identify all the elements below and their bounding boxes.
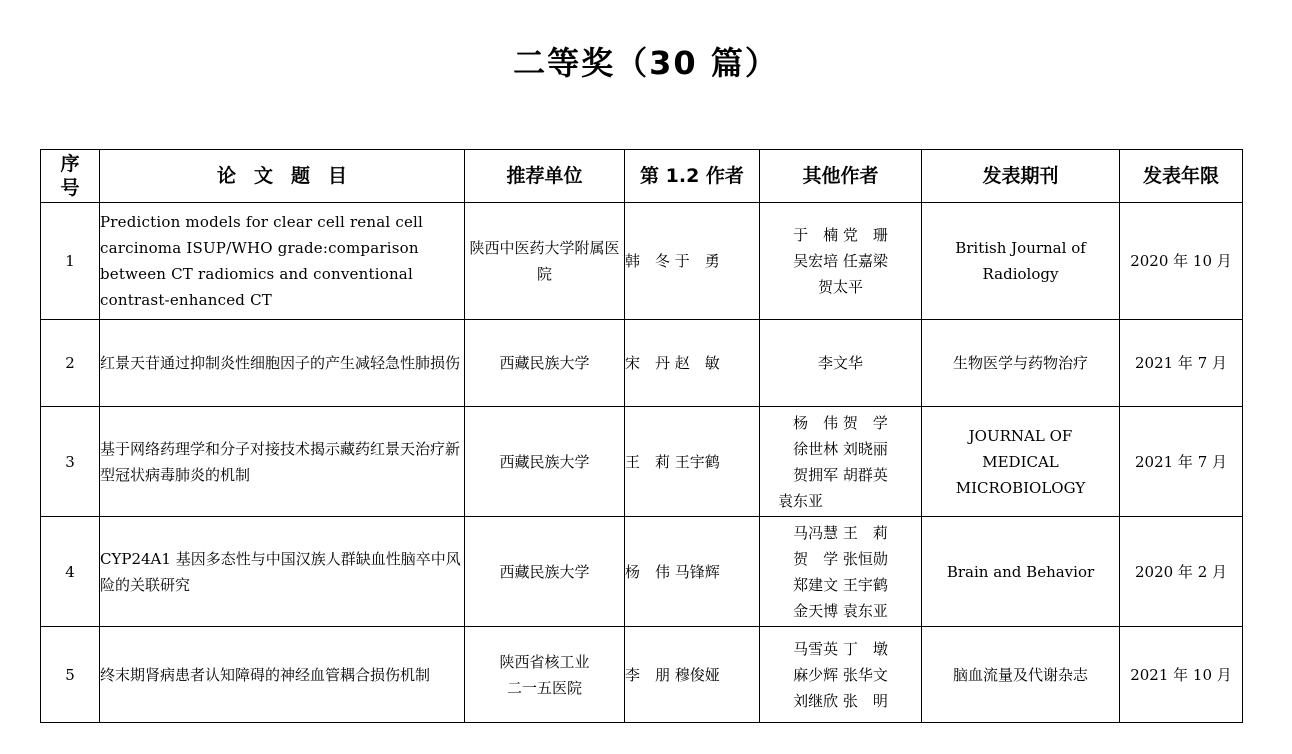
other-author-line: 袁东亚 [778,491,824,510]
other-author-line: 金天博 袁东亚 [793,601,888,620]
other-author-line: 刘继欣 张 明 [793,691,888,710]
year-cell: 2020 年 10 月 [1120,203,1243,320]
table-row [41,517,1243,627]
other-author-line: 郑建文 王宇鹤 [793,575,888,594]
other-author-line: 马雪英 丁 墩 [793,639,888,658]
title-cell: 基于网络药理学和分子对接技术揭示藏药红景天治疗新型冠状病毒肺炎的机制 [100,407,465,517]
title-cell: 红景天苷通过抑制炎性细胞因子的产生减轻急性肺损伤 [100,320,465,407]
unit-cell: 陕西中医药大学附属医院 [465,203,625,320]
seq-cell: 2 [41,320,100,407]
first-authors-text: 王 莉 王宇鹤 [625,452,720,471]
title-cell: CYP24A1 基因多态性与中国汉族人群缺血性脑卒中风险的关联研究 [100,517,465,627]
first-authors-cell [625,627,760,723]
other-authors-cell [760,627,922,723]
other-author-line: 贺拥军 胡群英 [793,465,888,484]
other-authors-cell [760,407,922,517]
other-author-line: 吴宏培 任嘉梁 [793,252,888,270]
unit-cell: 陕西省核工业二一五医院 [465,627,625,723]
year-cell: 2021 年 10 月 [1120,627,1243,723]
unit-cell: 西藏民族大学 [465,320,625,407]
header-journal: 发表期刊 [922,150,1120,203]
other-author-line: 李文华 [817,354,863,372]
other-authors-cell [760,203,922,320]
year-cell: 2020 年 2 月 [1120,517,1243,627]
year-cell: 2021 年 7 月 [1120,407,1243,517]
other-author-line: 马冯慧 王 莉 [793,523,888,542]
other-author-line: 杨 伟 贺 学 [793,413,888,432]
other-author-line: 贺 学 张恒勋 [793,549,888,568]
seq-cell: 5 [41,627,100,723]
table-row [41,320,1243,407]
header-unit: 推荐单位 [465,150,625,203]
header-other-authors: 其他作者 [760,150,922,203]
other-author-line: 贺太平 [817,278,863,296]
journal-cell: British Journal of Radiology [922,203,1120,320]
header-year: 发表年限 [1120,150,1243,203]
first-authors-text: 杨 伟 马锋辉 [625,562,720,581]
page-title: 二等奖（30 篇） [513,44,779,82]
year-cell: 2021 年 7 月 [1120,320,1243,407]
header-seq-label: 序号 [60,153,80,199]
award-table [40,149,1243,723]
other-authors-cell [760,320,922,407]
seq-cell: 3 [41,407,100,517]
header-row [41,150,1243,203]
other-author-line: 徐世林 刘晓丽 [793,439,888,458]
table-row [41,407,1243,517]
unit-cell: 西藏民族大学 [465,407,625,517]
journal-cell: 脑血流量及代谢杂志 [922,627,1120,723]
title-cell: Prediction models for clear cell renal cell carcinoma ISUP/WHO grade:comparison between CT radiomics and conventional contrast-enhanced CT [100,203,465,320]
header-title [100,150,465,203]
first-authors-text: 宋 丹 赵 敏 [625,354,720,372]
other-author-line: 于 楠 党 珊 [793,226,888,244]
journal-cell: 生物医学与药物治疗 [922,320,1120,407]
other-authors-cell [760,517,922,627]
first-authors-cell [625,203,760,320]
first-authors-cell [625,320,760,407]
first-authors-text: 李 朋 穆俊娅 [625,665,720,684]
seq-cell: 4 [41,517,100,627]
header-title-label: 论文题目 [216,165,365,187]
title-cell: 终末期肾病患者认知障碍的神经血管耦合损伤机制 [100,627,465,723]
first-authors-cell [625,407,760,517]
seq-cell: 1 [41,203,100,320]
other-author-line: 麻少辉 张华文 [793,665,888,684]
unit-cell: 西藏民族大学 [465,517,625,627]
table-row [41,203,1243,320]
first-authors-text: 韩 冬 于 勇 [625,252,720,270]
header-first-authors: 第 1.2 作者 [625,150,760,203]
journal-cell: Brain and Behavior [922,517,1120,627]
journal-cell: JOURNAL OF MEDICAL MICROBIOLOGY [922,407,1120,517]
header-seq [41,150,100,203]
table-row [41,627,1243,723]
first-authors-cell [625,517,760,627]
